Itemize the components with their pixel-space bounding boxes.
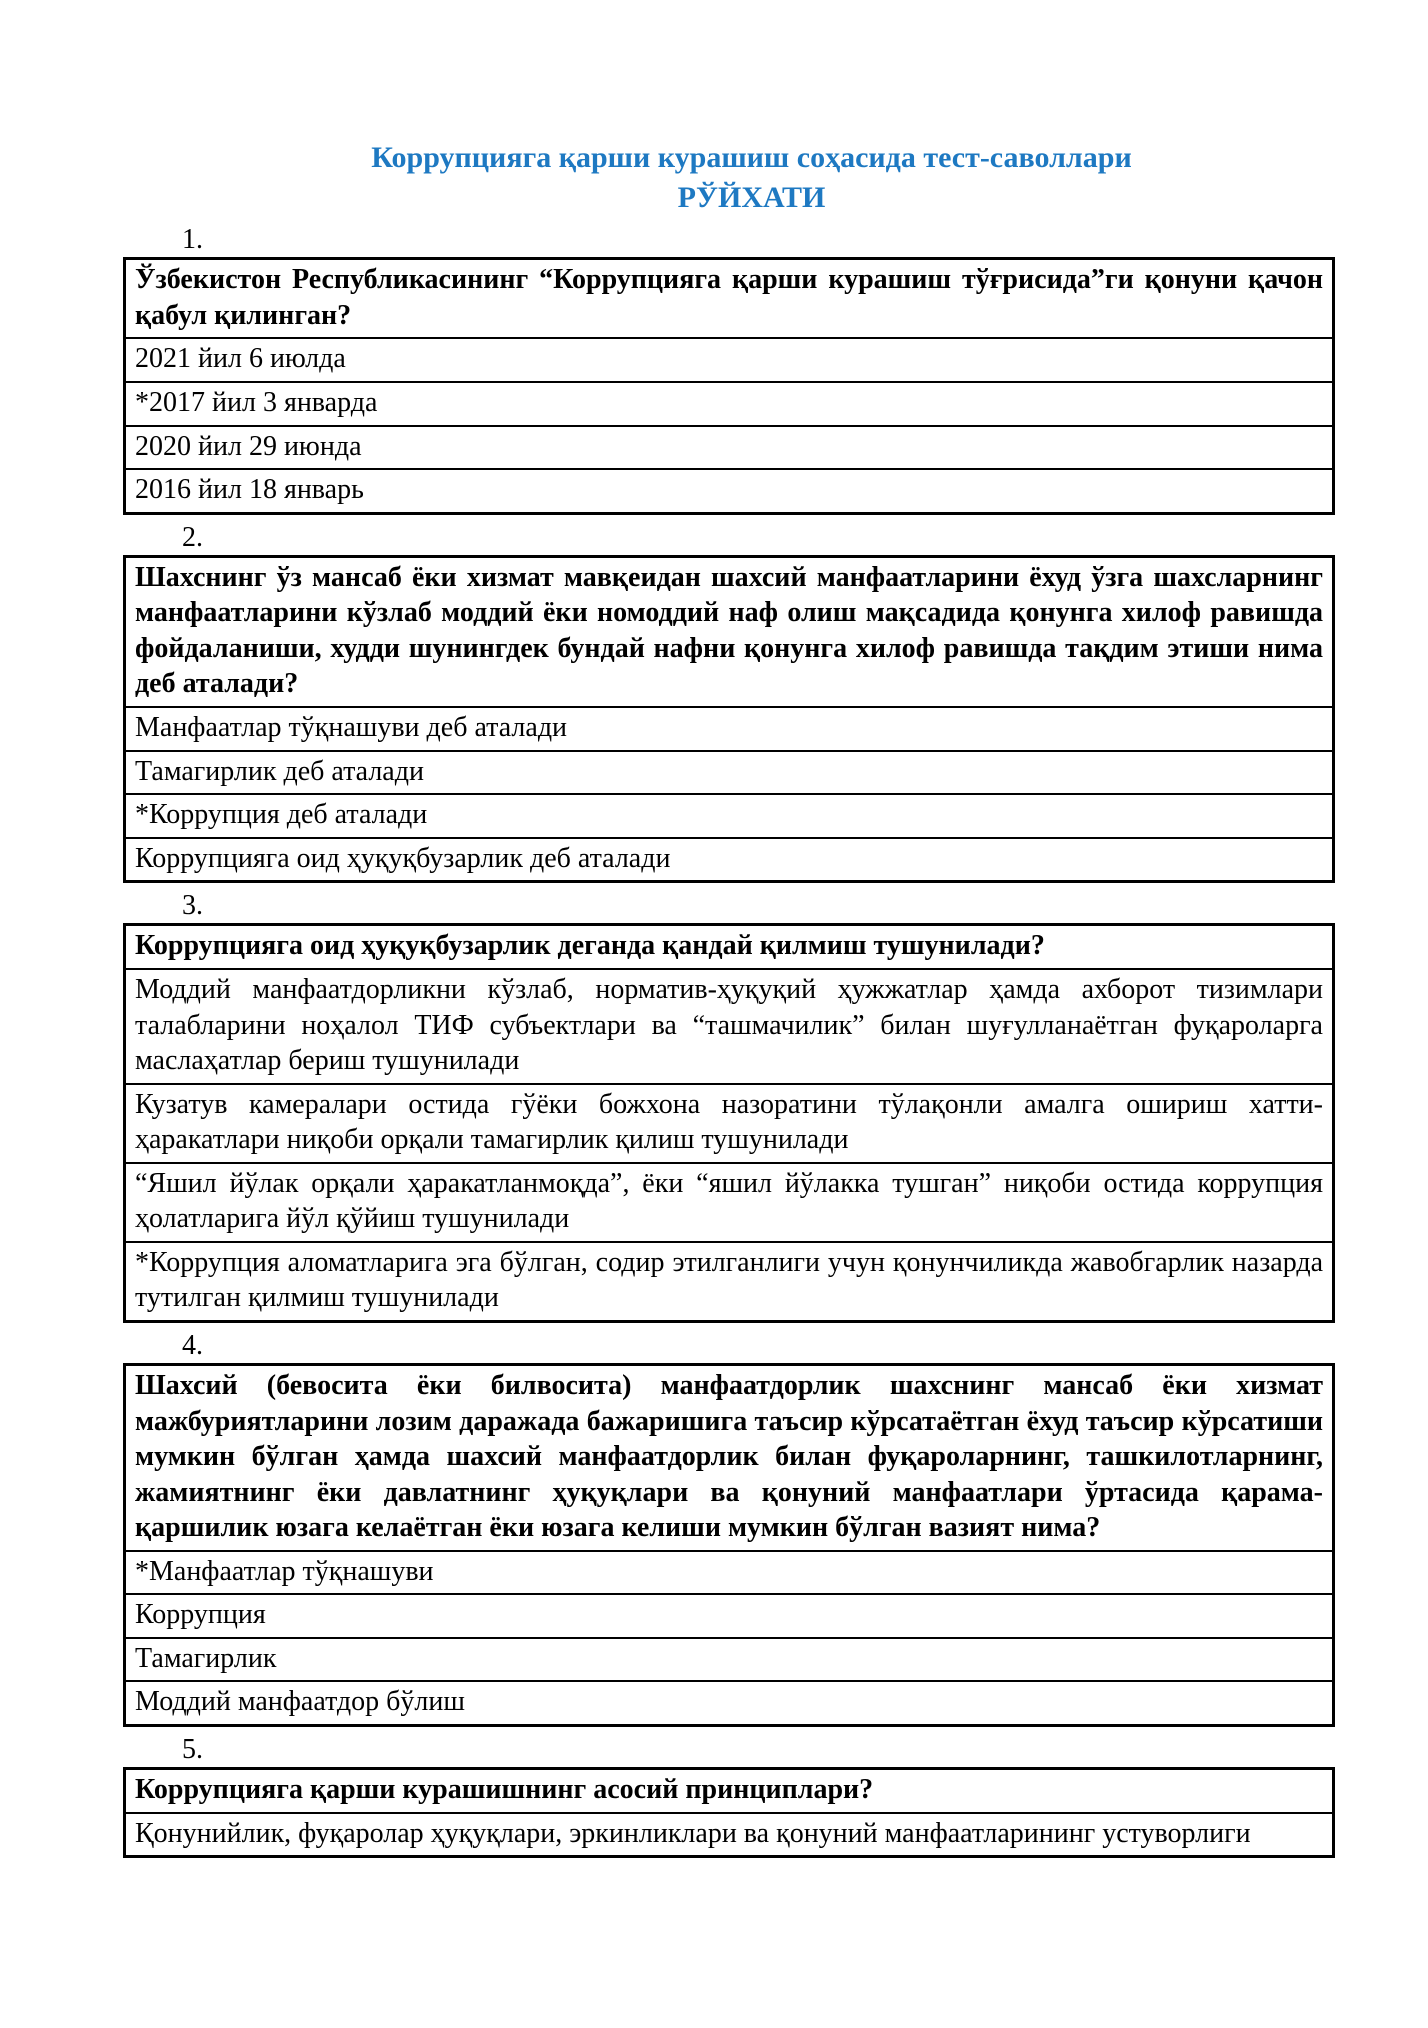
table-row bbox=[125, 382, 1334, 426]
table-row bbox=[125, 556, 1334, 707]
answer-option: Тамагирлик bbox=[125, 1638, 1334, 1682]
question-number: 3. bbox=[182, 890, 203, 922]
answer-option: 2016 йил 18 январь bbox=[125, 469, 1334, 513]
question-block-2 bbox=[123, 522, 1335, 884]
title-line-2: РЎЙХАТИ bbox=[677, 180, 826, 214]
question-number: 5. bbox=[182, 1733, 203, 1765]
table-row bbox=[125, 1638, 1334, 1682]
answer-option: Коррупция bbox=[125, 1594, 1334, 1638]
answer-option: Коррупцияга оид ҳуқуқбузарлик деб аталади bbox=[125, 838, 1334, 882]
answer-option: “Яшил йўлак орқали ҳаракатланмоқда”, ёки “яшил йўлакка тушган” ниқоби остида коррупция ҳолатларига йўл қўйиш тушунилади bbox=[125, 1163, 1334, 1242]
answer-option: Қонунийлик, фуқаролар ҳуқуқлари, эркинликлари ва қонуний манфаатларининг устуворлиги bbox=[125, 1813, 1334, 1857]
answer-option: 2020 йил 29 июнда bbox=[125, 426, 1334, 470]
document-page bbox=[123, 138, 1335, 1858]
table-row bbox=[125, 1163, 1334, 1242]
table-row bbox=[125, 469, 1334, 513]
table-row bbox=[125, 259, 1334, 339]
question-table bbox=[123, 923, 1335, 1322]
answer-option: Моддий манфаатдорликни кўзлаб, норматив-ҳуқуқий ҳужжатлар ҳамда ахборот тизимлари талабларини ноҳалол ТИФ субъектлари ва “ташмачилик” билан шуғулланаётган фуқароларга маслаҳатлар бериш тушунилади bbox=[125, 969, 1334, 1084]
table-row bbox=[125, 794, 1334, 838]
question-table bbox=[123, 555, 1335, 883]
table-row bbox=[125, 1242, 1334, 1322]
table-row bbox=[125, 1084, 1334, 1163]
table-row bbox=[125, 838, 1334, 882]
question-table bbox=[123, 1767, 1335, 1858]
table-row bbox=[125, 1769, 1334, 1813]
table-row bbox=[125, 751, 1334, 795]
table-row bbox=[125, 1551, 1334, 1595]
answer-option: Моддий манфаатдор бўлиш bbox=[125, 1681, 1334, 1725]
question-block-3 bbox=[123, 890, 1335, 1323]
table-row bbox=[125, 1365, 1334, 1551]
question-number: 1. bbox=[182, 224, 203, 256]
title-line-1: Коррупцияга қарши курашиш соҳасида тест-саволлари bbox=[371, 141, 1132, 174]
question-table bbox=[123, 1363, 1335, 1727]
table-row bbox=[125, 338, 1334, 382]
question-block-4 bbox=[123, 1330, 1335, 1727]
question-text: Шахснинг ўз мансаб ёки хизмат мавқеидан шахсий манфаатларини ёхуд ўзга шахсларнинг манфаатларини кўзлаб моддий ёки номоддий наф олиш мақсадида қонунга хилоф равишда фойдаланиши, худди шунингдек бундай нафни қонунга хилоф равишда тақдим этиши нима деб аталади? bbox=[125, 556, 1334, 707]
question-number: 2. bbox=[182, 521, 203, 553]
answer-option: 2021 йил 6 июлда bbox=[125, 338, 1334, 382]
table-row bbox=[125, 925, 1334, 969]
question-block-1 bbox=[123, 224, 1335, 514]
answer-option: *2017 йил 3 январда bbox=[125, 382, 1334, 426]
table-row bbox=[125, 1681, 1334, 1725]
answer-option: *Манфаатлар тўқнашуви bbox=[125, 1551, 1334, 1595]
table-row bbox=[125, 969, 1334, 1084]
question-text: Шахсий (бевосита ёки билвосита) манфаатдорлик шахснинг мансаб ёки хизмат мажбуриятларини лозим даражада бажаришига таъсир кўрсатаётган ёхуд таъсир кўрсатиши мумкин бўлган ҳамда шахсий манфаатдорлик билан фуқароларнинг, ташкилотларнинг, жамиятнинг ёки давлатнинг ҳуқуқлари ва қонуний манфаатлари ўртасида қарама-қаршилик юзага келаётган ёки юзага келиши мумкин бўлган вазият нима? bbox=[125, 1365, 1334, 1551]
table-row bbox=[125, 707, 1334, 751]
table-row bbox=[125, 1594, 1334, 1638]
answer-option: *Коррупция аломатларига эга бўлган, содир этилганлиги учун қонунчиликда жавобгарлик назарда тутилган қилмиш тушунилади bbox=[125, 1242, 1334, 1322]
question-text: Коррупцияга оид ҳуқуқбузарлик деганда қандай қилмиш тушунилади? bbox=[125, 925, 1334, 969]
question-text: Ўзбекистон Республикасининг “Коррупцияга қарши курашиш тўғрисида”ги қонуни қачон қабул қилинган? bbox=[125, 259, 1334, 339]
question-text: Коррупцияга қарши курашишнинг асосий принциплари? bbox=[125, 1769, 1334, 1813]
document-title bbox=[123, 138, 1335, 217]
answer-option: Манфаатлар тўқнашуви деб аталади bbox=[125, 707, 1334, 751]
question-block-5 bbox=[123, 1734, 1335, 1858]
table-row bbox=[125, 1813, 1334, 1857]
answer-option: *Коррупция деб аталади bbox=[125, 794, 1334, 838]
question-table bbox=[123, 257, 1335, 514]
question-number: 4. bbox=[182, 1329, 203, 1361]
table-row bbox=[125, 426, 1334, 470]
answer-option: Тамагирлик деб аталади bbox=[125, 751, 1334, 795]
answer-option: Кузатув камералари остида гўёки божхона назоратини тўлақонли амалга ошириш хатти-ҳаракатлари ниқоби орқали тамагирлик қилиш тушунилади bbox=[125, 1084, 1334, 1163]
